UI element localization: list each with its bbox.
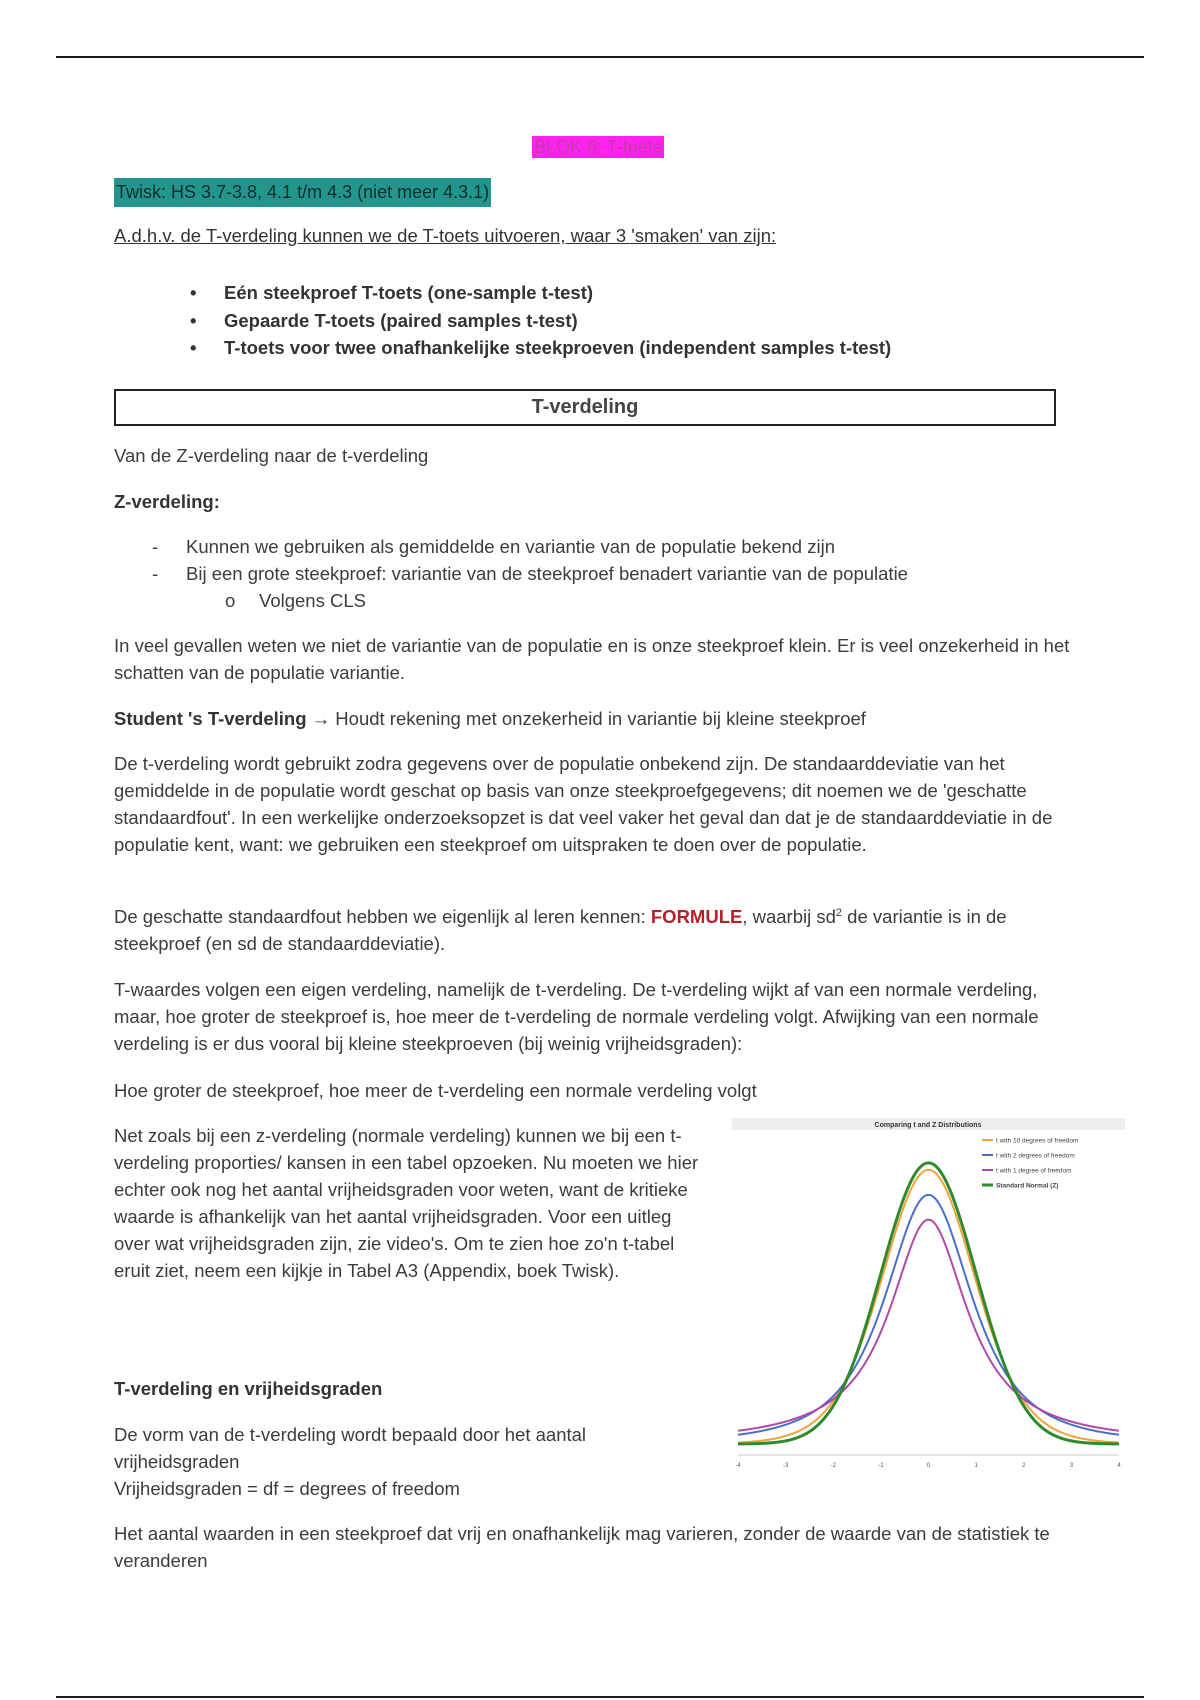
- list-item-text: T-toets voor twee onafhankelijke steekproeven (independent samples t-test): [224, 337, 892, 358]
- tick-label: -2: [830, 1463, 836, 1469]
- list-item-text: Bij een grote steekproef: variantie van de steekproef benadert variantie van de populatie: [186, 563, 908, 584]
- tick-label: -4: [735, 1463, 741, 1469]
- formula-text-a: De geschatte standaardfout hebben we eigenlijk al leren kennen:: [114, 906, 651, 927]
- list-item: [114, 533, 1082, 560]
- groter-paragraph: Hoe groter de steekproef, hoe meer de t-verdeling een normale verdeling volgt: [114, 1080, 757, 1101]
- tick-label: 1: [974, 1463, 978, 1469]
- df-definition: Vrijheidsgraden = df = degrees of freedom: [114, 1478, 460, 1499]
- chart-title: Comparing t and Z Distributions: [874, 1122, 982, 1129]
- list-item-text: Gepaarde T-toets (paired samples t-test): [224, 309, 578, 331]
- legend-label: t with 1 degree of freedom: [996, 1167, 1072, 1175]
- lead-sentence: A.d.h.v. de T-verdeling kunnen we de T-toets uitvoeren, waar 3 'smaken' van zijn:: [114, 225, 777, 246]
- aantal-paragraph: Het aantal waarden in een steekproef dat vrij en onafhankelijk mag varieren, zonder de waarde van de statistiek te veranderen: [114, 1523, 1050, 1571]
- dash-icon: -: [152, 536, 159, 557]
- list-item: [114, 334, 891, 362]
- z-heading: Z-verdeling:: [114, 491, 220, 512]
- formula-text-b: , waarbij sd: [742, 906, 836, 927]
- literature-highlight: Twisk: HS 3.7-3.8, 4.1 t/m 4.3 (niet meer 4.3.1): [114, 178, 491, 207]
- df-heading: T-verdeling en vrijheidsgraden: [114, 1378, 383, 1399]
- list-item: [114, 560, 1082, 587]
- bullet-icon: •: [190, 309, 197, 331]
- title-wrap: [114, 133, 1082, 161]
- formula-link[interactable]: FORMULE: [650, 906, 743, 927]
- list-item: [114, 307, 891, 335]
- student-description: Houdt rekening met onzekerheid in variantie bij kleine steekproef: [330, 708, 866, 729]
- sub-list-item-text: Volgens CLS: [259, 590, 366, 611]
- superscript: 2: [835, 906, 843, 919]
- tick-label: 4: [1117, 1463, 1121, 1469]
- sub-list-item: [114, 587, 1082, 614]
- tick-label: -3: [782, 1463, 789, 1469]
- student-line: [114, 705, 1082, 732]
- tick-label: 0: [926, 1463, 931, 1469]
- tick-label: 3: [1069, 1463, 1074, 1469]
- legend-label: t with 2 degrees of freedom: [996, 1152, 1075, 1160]
- tdist-paragraph: De t-verdeling wordt gebruikt zodra gegevens over de populatie onbekend zijn. De standaarddeviatie van het gemiddelde in de populatie wordt geschat op basis van onze steekproefgegevens; dit noemen we de 'geschatte standaardfout'. In een werkelijke onderzoeksopzet is dat veel vaker het geval dan dat je de standaarddeviatie in de populatie kent, want: we gebruiken een steekproef om uitspraken te doen over de populatie.: [114, 753, 1053, 855]
- legend-label: Standard Normal (Z): [996, 1182, 1059, 1190]
- bullet-icon: •: [190, 337, 197, 358]
- test-types-list: [114, 279, 891, 362]
- t-vs-z-chart: [732, 1118, 1125, 1478]
- list-item: [114, 279, 891, 307]
- bottom-rule: [56, 1696, 1144, 1698]
- list-item-text: Kunnen we gebruiken als gemiddelde en variantie van de populatie bekend zijn: [186, 536, 835, 557]
- bullet-icon: •: [190, 282, 197, 303]
- formula-paragraph: [114, 903, 1082, 957]
- intro-paragraph: Van de Z-verdeling naar de t-verdeling: [114, 445, 429, 466]
- formula-text-c: de variantie is in de steekproef (en sd de standaarddeviatie).: [114, 906, 1007, 954]
- circle-bullet-icon: o: [225, 590, 236, 611]
- dash-icon: -: [152, 563, 159, 584]
- top-rule: [56, 56, 1144, 58]
- vorm-paragraph: De vorm van de t-verdeling wordt bepaald door het aantal vrijheidsgraden: [114, 1424, 587, 1472]
- tick-label: 2: [1022, 1463, 1026, 1469]
- uncertainty-paragraph: In veel gevallen weten we niet de variantie van de populatie en is onze steekproef klein. Er is veel onzekerheid in het schatten van de populatie variantie.: [114, 635, 1070, 683]
- z-list: [114, 533, 1082, 614]
- page-title: BLOK 0: T-toets: [534, 137, 662, 157]
- section-heading-box: T-verdeling: [114, 389, 1056, 426]
- tick-label: -1: [878, 1463, 884, 1469]
- list-item-text: Eén steekproef T-toets (one-sample t-test): [224, 282, 594, 303]
- zverdeling-paragraph: Net zoals bij een z-verdeling (normale verdeling) kunnen we bij een t-verdeling proporties/ kansen in een tabel opzoeken. Nu moeten we hier echter ook nog het aantal vrijheidsgraden voor weten, want de kritieke waarde is afhankelijk van het aantal vrijheidsgraden. Voor een uitleg over wat vrijheidsgraden zijn, zie video's. Om te zien hoe zo'n t-tabel eruit ziet, neem een kijkje in Tabel A3 (Appendix, boek Twisk).: [114, 1125, 699, 1281]
- legend-label: t with 10 degrees of freedom: [996, 1137, 1079, 1145]
- arrow-icon: →: [311, 708, 331, 729]
- student-term: Student 's T-verdeling: [114, 708, 307, 729]
- twaardes-paragraph: T-waardes volgen een eigen verdeling, namelijk de t-verdeling. De t-verdeling wijkt af van een normale verdeling, maar, hoe groter de steekproef is, hoe meer de t-verdeling de normale verdeling volgt. Afwijking van een normale verdeling is er dus vooral bij kleine steekproeven (bij weinig vrijheidsgraden):: [114, 979, 1039, 1054]
